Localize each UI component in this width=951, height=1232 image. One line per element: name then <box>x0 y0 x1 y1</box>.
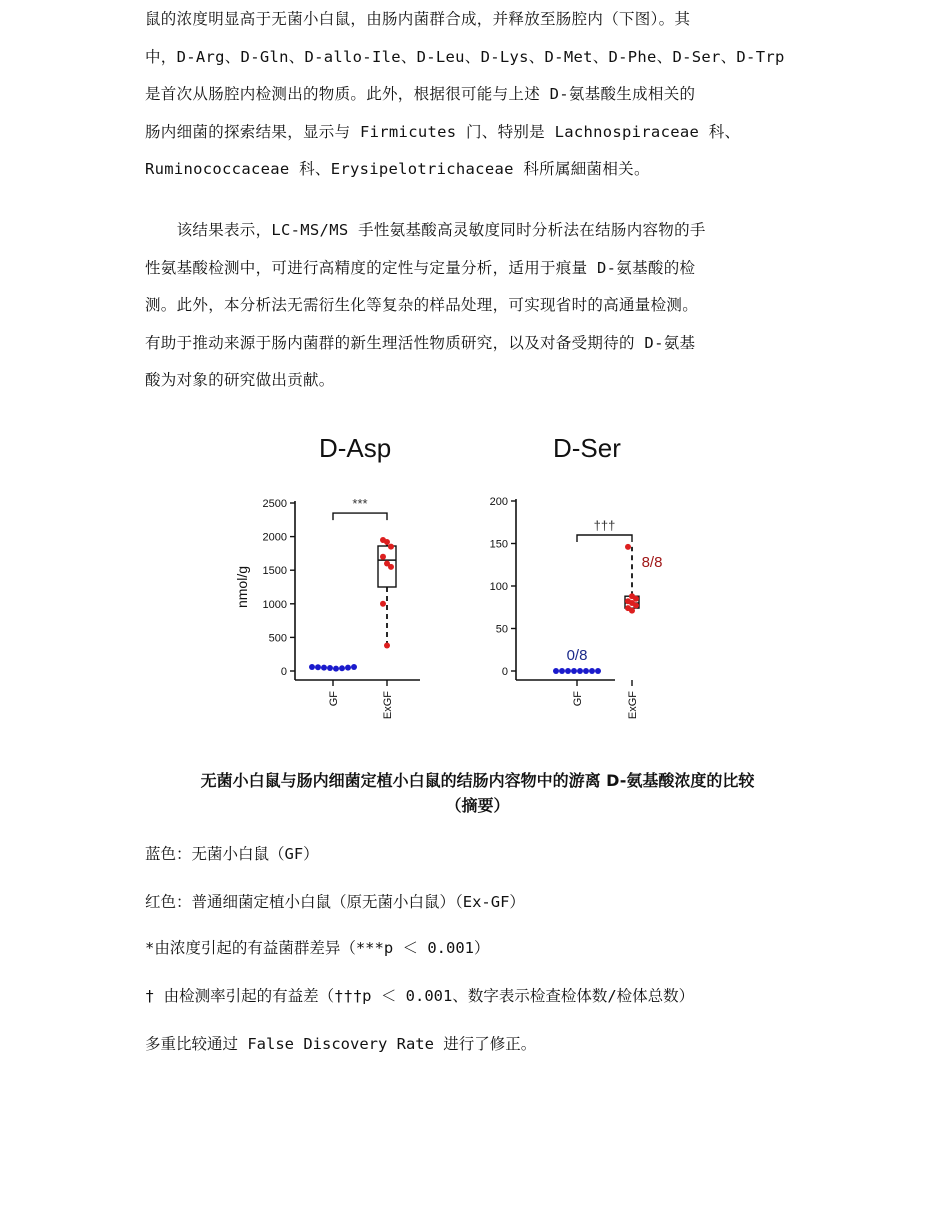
note-red-legend: 红色：普通细菌定植小白鼠（原无菌小白鼠）（Ex-GF） <box>145 893 525 911</box>
data-point <box>339 665 345 671</box>
note-fdr-correction: 多重比较通过 False Discovery Rate 进行了修正。 <box>145 1035 537 1053</box>
caption-line-2: （摘要） <box>445 796 510 815</box>
y-axis-label: nmol/g <box>234 565 250 609</box>
text-line: 是首次从肠腔内检测出的物质。此外，根据很可能与上述 D-氨基酸生成相关的 <box>145 85 696 103</box>
data-point <box>577 668 583 674</box>
note-asterisk-significance: *由浓度引起的有益菌群差异（***p ＜ 0.001） <box>145 939 490 957</box>
body-paragraph-2 <box>145 212 810 400</box>
y-tick-label: 50 <box>495 623 508 636</box>
text-line: 酸为对象的研究做出贡献。 <box>145 371 335 389</box>
detection-rate-exgf: 8/8 <box>641 553 663 571</box>
data-point <box>571 668 577 674</box>
figure-caption <box>145 768 810 818</box>
text-line: 测。此外，本分析法无需衍生化等复杂的样品处理，可实现省时的高通量检测。 <box>145 296 699 314</box>
significance-bracket <box>333 513 387 520</box>
data-point <box>388 544 394 550</box>
chart-title-d-ser: D-Ser <box>553 433 621 463</box>
y-tick-label: 0 <box>280 666 287 678</box>
data-point <box>345 665 351 671</box>
y-tick-label: 2500 <box>262 498 287 510</box>
data-point <box>625 544 631 550</box>
significance-bracket <box>577 535 632 542</box>
data-point <box>327 665 333 671</box>
y-tick-label: 1000 <box>262 598 287 611</box>
data-point <box>565 668 571 674</box>
y-tick-label: 2000 <box>262 531 287 544</box>
y-tick-label: 100 <box>489 581 508 593</box>
detection-rate-gf: 0/8 <box>566 647 588 664</box>
significance-label: ††† <box>593 518 616 533</box>
data-point <box>583 668 589 674</box>
y-tick-label: 1500 <box>262 565 287 578</box>
data-point <box>384 642 390 648</box>
x-tick-label: GF <box>328 691 340 707</box>
data-point <box>384 539 390 545</box>
data-point <box>559 668 565 674</box>
data-point <box>595 668 601 674</box>
data-point <box>633 603 639 609</box>
data-point <box>553 668 559 674</box>
caption-line-1: 无菌小白鼠与肠内细菌定植小白鼠的结肠内容物中的游离 D-氨基酸浓度的比较 <box>200 771 755 790</box>
data-point <box>351 664 357 670</box>
data-point <box>388 564 394 570</box>
text-line: Ruminococcaceae 科、Erysipelotrichaceae 科所属細菌相关。 <box>145 160 650 178</box>
data-point <box>309 664 315 670</box>
x-tick-label: GF <box>572 691 584 707</box>
figure-d-amino-acid-comparison <box>225 425 705 735</box>
note-blue-legend: 蓝色：无菌小白鼠（GF） <box>145 845 319 863</box>
y-tick-label: 0 <box>501 666 508 678</box>
text-line: 鼠的浓度明显高于无菌小白鼠，由肠内菌群合成，并释放至肠腔内（下图）。其 <box>145 10 691 28</box>
text-line: 有助于推动来源于肠内菌群的新生理活性物质研究，以及对备受期待的 D-氨基 <box>145 333 696 352</box>
text-line: 中，D-Arg、D-Gln、D-allo-Ile、D-Leu、D-Lys、D-Met、D-Phe、D-Ser、D-Trp <box>145 47 785 66</box>
body-paragraph-1 <box>145 1 810 189</box>
data-point <box>333 666 339 672</box>
chart-title-d-asp: D-Asp <box>319 433 392 463</box>
data-point <box>315 664 321 670</box>
x-tick-label: ExGF <box>382 691 394 720</box>
y-tick-label: 500 <box>268 632 287 645</box>
y-tick-label: 200 <box>489 496 508 508</box>
text-line: 该结果表示，LC-MS/MS 手性氨基酸高灵敏度同时分析法在结肠内容物的手 <box>145 221 706 239</box>
data-point <box>321 665 327 671</box>
data-point <box>380 554 386 560</box>
significance-label: *** <box>352 496 368 512</box>
x-tick-label: ExGF <box>627 691 639 720</box>
y-tick-label: 150 <box>489 538 508 551</box>
note-dagger-significance: † 由检测率引起的有益差（†††p ＜ 0.001、数字表示检查检体数/检体总数） <box>145 987 695 1005</box>
data-point <box>380 601 386 607</box>
chart-plots <box>225 425 705 735</box>
data-point <box>589 668 595 674</box>
data-point <box>629 608 635 614</box>
text-line: 肠内细菌的探索结果，显示与 Firmicutes 门、特别是 Lachnospiraceae 科、 <box>145 122 741 141</box>
text-line: 性氨基酸检测中，可进行高精度的定性与定量分析，适用于痕量 D-氨基酸的检 <box>145 258 696 277</box>
